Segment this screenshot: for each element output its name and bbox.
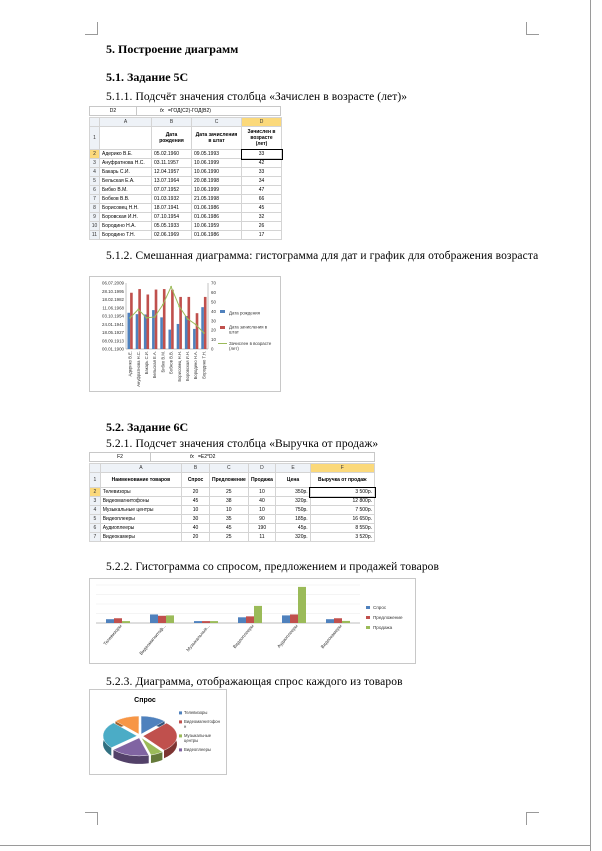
bar	[298, 587, 306, 623]
table-cell[interactable]: Видеоплееры	[100, 515, 181, 524]
legend-swatch	[179, 711, 182, 714]
table-row	[90, 222, 282, 231]
table-cell[interactable]: 20.08.1998	[192, 177, 242, 186]
formula-input[interactable]: =ГОД(C2)-ГОД(B2)	[168, 108, 211, 114]
table-cell[interactable]: 12.04.1957	[152, 168, 192, 177]
grouped-bar-chart-svg	[90, 579, 415, 663]
table-cell[interactable]: 7 500р.	[310, 506, 374, 515]
table-cell[interactable]: 90	[248, 515, 276, 524]
bar	[155, 290, 158, 349]
table-header-row	[90, 127, 282, 150]
bar	[246, 616, 254, 623]
formula-bar	[89, 452, 375, 462]
table-row	[90, 213, 282, 222]
category-label: Бельская Е.А.	[152, 351, 158, 379]
pie-chart[interactable]	[89, 689, 227, 775]
table-cell[interactable]: 10.06.1999	[192, 159, 242, 168]
header-cell[interactable]: Дата рождения	[152, 127, 192, 150]
legend-label: Телевизоры	[184, 710, 208, 715]
legend-swatch	[220, 310, 225, 313]
paragraph-5-1-1: 5.1.1. Подсчёт значения столбца «Зачислен в возрасте (лет)»	[106, 91, 408, 103]
table-cell[interactable]: Бородино Т.Н.	[100, 231, 152, 240]
table-cell[interactable]: 33	[242, 168, 282, 177]
table-cell[interactable]: 10	[248, 488, 276, 497]
tick-label: 18.02.1982	[102, 297, 124, 303]
bar	[194, 621, 202, 623]
row-number[interactable]: 8	[90, 204, 100, 213]
formula-bar	[89, 106, 281, 116]
category-label: Боровская И.Н.	[185, 351, 190, 382]
tick-label: 08.09.1913	[102, 338, 124, 344]
table-cell[interactable]: Бородино Н.А.	[100, 222, 152, 231]
category-label: Бибко В.М.	[160, 351, 166, 373]
legend-label-line: (лет)	[229, 346, 239, 351]
table-cell[interactable]: Адерико В.Е.	[100, 150, 152, 159]
bar	[254, 606, 262, 623]
bar	[334, 618, 342, 623]
table-cell[interactable]: 07.07.1952	[152, 186, 192, 195]
header-cell[interactable]: Предложение	[209, 473, 248, 488]
category-label: Видеомагнитоф...	[138, 623, 167, 656]
row-number[interactable]: 11	[90, 231, 100, 240]
table-cell[interactable]: Видеомагнитофоны	[100, 497, 181, 506]
line-point	[203, 332, 205, 334]
column-header-row	[90, 118, 282, 127]
column-header[interactable]: F	[310, 464, 374, 473]
table-cell[interactable]: 10	[209, 506, 248, 515]
tick-label: 11.06.1968	[102, 305, 124, 311]
bar	[163, 289, 166, 349]
line-point	[154, 316, 156, 318]
table-cell[interactable]: 18.07.1941	[152, 204, 192, 213]
table-cell[interactable]: 32	[242, 213, 282, 222]
table-cell[interactable]: 01.06.1986	[192, 204, 242, 213]
row-number[interactable]: 7	[90, 533, 101, 542]
table-cell[interactable]: 10.06.1959	[192, 222, 242, 231]
line-point	[129, 317, 131, 319]
column-header[interactable]: D	[248, 464, 276, 473]
header-cell[interactable]: Дата зачисления в штат	[192, 127, 242, 150]
table-cell[interactable]: 35	[209, 515, 248, 524]
heading-task-6c: 5.2. Задание 6С	[106, 420, 189, 434]
table-cell[interactable]: Борисовец Н.Н.	[100, 204, 152, 213]
legend-label-line: Зачислен в возрасте	[229, 341, 272, 346]
bar	[160, 317, 163, 349]
data-table	[89, 463, 375, 542]
category-label: Бобков В.В.	[168, 351, 174, 374]
legend-swatch	[366, 616, 370, 619]
row-number[interactable]: 10	[90, 222, 100, 231]
bar	[150, 614, 158, 623]
line-point	[195, 324, 197, 326]
bar	[238, 617, 246, 623]
legend-label	[229, 341, 272, 351]
category-label: Бородино Т.Н.	[201, 351, 207, 379]
header-cell[interactable]	[100, 127, 152, 150]
table-row	[90, 497, 375, 506]
formula-input[interactable]: =E2*D2	[198, 454, 216, 460]
line-point	[187, 318, 189, 320]
table-row	[90, 506, 375, 515]
table-cell[interactable]: 25	[209, 533, 248, 542]
table-cell[interactable]: 11	[248, 533, 276, 542]
column-header-row	[90, 464, 375, 473]
bar	[171, 290, 174, 349]
table-cell[interactable]: 10	[248, 506, 276, 515]
table-cell[interactable]: 17	[242, 231, 282, 240]
category-label: Адерико В.Е.	[127, 351, 133, 377]
header-cell[interactable]: Спрос	[182, 473, 210, 488]
legend-label: центры	[184, 738, 199, 743]
row-number[interactable]: 7	[90, 195, 100, 204]
category-label: Видеоплееры	[231, 623, 255, 650]
row-number[interactable]: 4	[90, 168, 100, 177]
legend-label: Дата рождения	[229, 310, 260, 316]
row-number[interactable]: 1	[90, 127, 100, 150]
line-point	[170, 286, 172, 288]
legend-label: Предложение	[373, 615, 403, 620]
table-cell[interactable]: 07.10.1954	[152, 213, 192, 222]
table-cell[interactable]: 750р.	[276, 506, 310, 515]
line-point	[137, 309, 139, 311]
select-all-corner[interactable]	[90, 464, 101, 473]
margin-corner	[85, 22, 98, 35]
table-cell[interactable]: 12 800р.	[310, 497, 374, 506]
header-cell[interactable]: Зачислен в возрасте (лет)	[242, 127, 282, 150]
bar	[204, 297, 207, 349]
table-cell[interactable]: 30	[182, 515, 210, 524]
tick-label: 60	[211, 290, 216, 296]
bar	[188, 297, 191, 349]
bar	[196, 313, 199, 349]
column-header[interactable]: C	[192, 118, 242, 127]
table-cell[interactable]: 13.07.1964	[152, 177, 192, 186]
legend-swatch	[179, 734, 182, 737]
category-label: Бакарь С.И.	[144, 351, 149, 375]
row-number[interactable]: 9	[90, 213, 100, 222]
table-row	[90, 488, 375, 497]
table-row	[90, 524, 375, 533]
heading-task-5c: 5.1. Задание 5С	[106, 70, 189, 84]
chart-title: Спрос	[134, 697, 156, 704]
table-cell[interactable]: 09.05.1993	[192, 150, 242, 159]
table-row	[90, 186, 282, 195]
tick-label: 18.05.1927	[102, 330, 124, 336]
table-cell[interactable]: 05.02.1960	[152, 150, 192, 159]
table-cell[interactable]: 01.06.1986	[192, 213, 242, 222]
pie-chart-svg	[90, 690, 226, 774]
spreadsheet-1	[89, 106, 281, 240]
name-box[interactable]: D2	[90, 107, 137, 115]
header-cell[interactable]: Наименование товаров	[100, 473, 181, 488]
legend-swatch	[366, 606, 370, 609]
category-label: Бородино Н.А.	[193, 351, 199, 380]
bar	[290, 614, 298, 623]
legend-label: н	[184, 724, 187, 729]
tick-label: 50	[211, 299, 216, 305]
tick-label: 0	[211, 346, 214, 352]
row-number[interactable]: 6	[90, 186, 100, 195]
table-row	[90, 168, 282, 177]
table-row	[90, 533, 375, 542]
combo-chart-svg	[90, 277, 280, 391]
row-number[interactable]: 1	[90, 473, 101, 488]
table-cell[interactable]: 47	[242, 186, 282, 195]
table-cell[interactable]: 45	[209, 524, 248, 533]
column-header[interactable]: A	[100, 118, 152, 127]
margin-corner	[526, 22, 539, 35]
table-cell[interactable]: Музыкальные центры	[100, 506, 181, 515]
bar	[177, 324, 180, 349]
header-cell[interactable]: Продажа	[248, 473, 276, 488]
bar	[210, 621, 218, 623]
spreadsheet-2	[89, 452, 375, 548]
table-cell[interactable]: Бельская Е.А.	[100, 177, 152, 186]
table-cell[interactable]: 66	[242, 195, 282, 204]
legend-label	[229, 325, 268, 335]
paragraph-5-2-3: 5.2.3. Диаграмма, отображающая спрос каждого из товаров	[106, 676, 403, 688]
tick-label: 40	[211, 308, 216, 314]
row-number[interactable]: 6	[90, 524, 101, 533]
tick-label: 06.07.2009	[102, 280, 124, 286]
line-point	[178, 306, 180, 308]
table-cell[interactable]: Бакарь С.И.	[100, 168, 152, 177]
legend-swatch	[366, 626, 370, 629]
table-cell[interactable]: 05.05.1933	[152, 222, 192, 231]
tick-label: 70	[211, 280, 216, 286]
tick-label: 20	[211, 327, 216, 333]
table-row	[90, 150, 282, 159]
bar	[193, 329, 196, 349]
table-row	[90, 159, 282, 168]
table-cell[interactable]: 8 550р.	[310, 524, 374, 533]
bar	[326, 619, 334, 623]
table-cell[interactable]: 45	[242, 204, 282, 213]
table-cell[interactable]: Телевизоры	[100, 488, 181, 497]
column-header[interactable]: B	[152, 118, 192, 127]
bar	[122, 621, 130, 623]
table-row	[90, 204, 282, 213]
fx-icon[interactable]: fx	[160, 108, 164, 114]
bar	[144, 314, 147, 349]
bar	[202, 621, 210, 623]
table-header-row	[90, 473, 375, 488]
bar	[147, 294, 150, 349]
table-cell[interactable]: 02.06.1969	[152, 231, 192, 240]
table-row	[90, 515, 375, 524]
column-header[interactable]: C	[209, 464, 248, 473]
data-table	[89, 117, 282, 240]
table-cell[interactable]: 38	[209, 497, 248, 506]
legend-label: Видеоплееры	[184, 747, 211, 752]
tick-label: 30	[211, 318, 216, 324]
table-cell[interactable]: 45	[182, 497, 210, 506]
table-cell[interactable]: 10.06.1999	[192, 186, 242, 195]
tick-label: 00.01.1900	[102, 346, 124, 352]
tick-label: 24.01.1941	[102, 321, 124, 327]
row-number[interactable]: 3	[90, 497, 101, 506]
table-cell[interactable]: 350р.	[276, 488, 310, 497]
paragraph-5-2-1: 5.2.1. Подсчет значения столбца «Выручка от продаж»	[106, 438, 379, 450]
legend-label: Спрос	[373, 605, 387, 610]
table-row	[90, 177, 282, 186]
tick-label: 28.10.1995	[102, 288, 124, 294]
legend-label: Видеомагнитофон	[184, 719, 220, 724]
table-cell[interactable]: Видеокамеры	[100, 533, 181, 542]
table-cell[interactable]: Боровская И.Н.	[100, 213, 152, 222]
row-number[interactable]: 5	[90, 515, 101, 524]
bar	[179, 297, 182, 349]
category-label: Борисовец Н.Н.	[176, 351, 182, 382]
category-label: Ануфратнова Н.С.	[135, 351, 141, 387]
table-cell[interactable]: 21.05.1998	[192, 195, 242, 204]
line-point	[146, 317, 148, 319]
table-cell[interactable]: 33	[242, 150, 282, 159]
category-label: Музыкальные...	[185, 623, 211, 653]
table-cell[interactable]: 34	[242, 177, 282, 186]
table-cell[interactable]: 10.06.1990	[192, 168, 242, 177]
table-cell[interactable]: 16 650р.	[310, 515, 374, 524]
row-number[interactable]: 4	[90, 506, 101, 515]
row-number[interactable]: 2	[90, 488, 101, 497]
bar	[158, 616, 166, 623]
grouped-bar-chart[interactable]	[89, 578, 416, 664]
table-cell[interactable]: 3 500р.	[310, 488, 374, 497]
bar	[166, 615, 174, 623]
page-edge-right	[590, 0, 591, 851]
table-cell[interactable]: 03.11.1957	[152, 159, 192, 168]
table-cell[interactable]: 320р.	[276, 533, 310, 542]
name-box[interactable]: F2	[90, 453, 151, 461]
bar	[130, 293, 133, 349]
legend-label: Музыкальные	[184, 733, 212, 738]
fx-icon[interactable]: fx	[190, 454, 194, 460]
table-cell[interactable]: 26	[242, 222, 282, 231]
bar	[114, 618, 122, 623]
page-edge-bottom	[0, 845, 591, 846]
heading-section-5: 5. Построение диаграмм	[106, 42, 239, 56]
table-cell[interactable]: 42	[242, 159, 282, 168]
column-header[interactable]: A	[100, 464, 181, 473]
table-cell[interactable]: Ануфратнова Н.С.	[100, 159, 152, 168]
header-cell[interactable]: Выручка от продаж	[310, 473, 374, 488]
table-row	[90, 195, 282, 204]
series-line	[130, 287, 204, 333]
row-number[interactable]: 2	[90, 150, 100, 159]
tick-label: 03.10.1954	[102, 313, 124, 319]
table-cell[interactable]: 25	[209, 488, 248, 497]
table-cell[interactable]: 10	[182, 506, 210, 515]
bar	[136, 314, 139, 349]
tick-label: 10	[211, 337, 216, 343]
bar	[201, 307, 204, 349]
combo-chart[interactable]	[89, 276, 281, 392]
table-cell[interactable]: Бобков В.В.	[100, 195, 152, 204]
table-row	[90, 231, 282, 240]
table-cell[interactable]: Аудиоплееры	[100, 524, 181, 533]
column-header[interactable]: D	[242, 118, 282, 127]
table-cell[interactable]: 45р.	[276, 524, 310, 533]
paragraph-5-1-2: 5.1.2. Смешанная диаграмма: гистограмма для дат и график для отображения возраста	[106, 250, 539, 262]
category-label: Телевизоры	[102, 623, 123, 647]
legend-swatch	[179, 720, 182, 723]
margin-corner	[526, 812, 539, 825]
table-cell[interactable]: 20	[182, 488, 210, 497]
column-header[interactable]: B	[182, 464, 210, 473]
table-cell[interactable]: 01.03.1932	[152, 195, 192, 204]
category-label: Аудиоплееры	[276, 623, 299, 649]
bar	[185, 316, 188, 349]
table-cell[interactable]: 185р.	[276, 515, 310, 524]
table-cell[interactable]: 190	[248, 524, 276, 533]
bar	[282, 615, 290, 623]
column-header[interactable]: E	[276, 464, 310, 473]
legend-swatch	[220, 326, 225, 329]
legend-label: Продажа	[373, 625, 393, 630]
header-cell[interactable]: Цена	[276, 473, 310, 488]
row-number[interactable]: 5	[90, 177, 100, 186]
bar	[342, 621, 350, 623]
bar	[106, 619, 114, 623]
table-cell[interactable]: 3 520р.	[310, 533, 374, 542]
row-number[interactable]: 3	[90, 159, 100, 168]
legend-label-line: Дата зачисления в	[229, 324, 268, 330]
line-point	[162, 304, 164, 306]
bar	[138, 289, 141, 349]
table-cell[interactable]: 40	[248, 497, 276, 506]
select-all-corner[interactable]	[90, 118, 100, 127]
table-cell[interactable]: 320р.	[276, 497, 310, 506]
table-cell[interactable]: 01.06.1986	[192, 231, 242, 240]
table-cell[interactable]: Бибко В.М.	[100, 186, 152, 195]
legend-swatch	[179, 748, 182, 751]
legend-label-line: штат	[229, 329, 239, 335]
category-label: Видеокамеры	[319, 623, 343, 650]
margin-corner	[85, 812, 98, 825]
bar	[168, 330, 171, 349]
bar	[152, 310, 155, 349]
table-cell[interactable]: 40	[182, 524, 210, 533]
table-cell[interactable]: 20	[182, 533, 210, 542]
paragraph-5-2-2: 5.2.2. Гистограмма со спросом, предложением и продажей товаров	[106, 561, 440, 573]
